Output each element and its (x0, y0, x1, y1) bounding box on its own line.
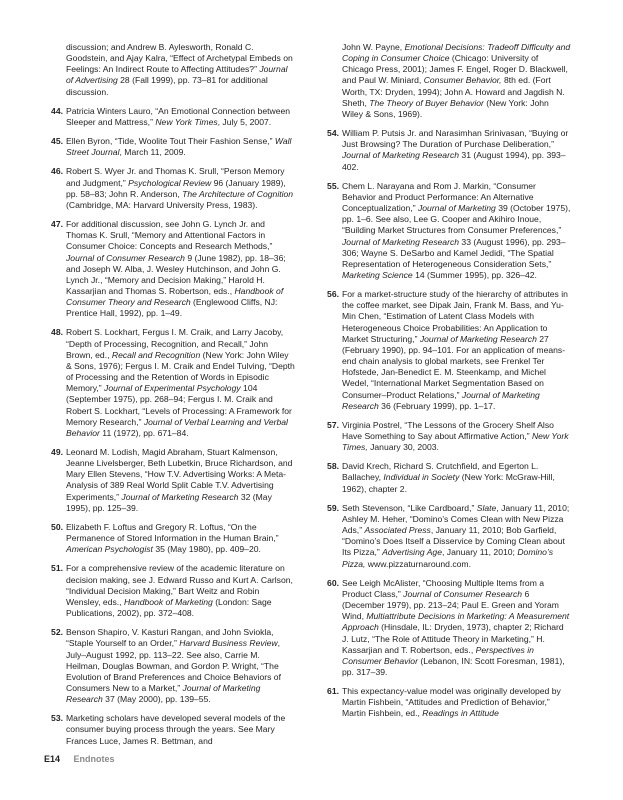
citation-text: 104 (September 1975), pp. 268–94; Fergus I. M. Craik and Robert S. Lockhart, “Levels of Processing: A Framework for Memory Research,” (66, 383, 292, 427)
section-title: Endnotes (73, 754, 115, 764)
citation-text: For a market-structure study of the hierarchy of attributes in the coffee market, see Dipak Jain, Frank M. Bass, and Yu-Min Chen, “Estimation of Latent Class Models with Heterogeneous Choice Probabilities: An Application to Market Structuring,” (342, 289, 568, 344)
endnote-number: 55. (327, 180, 339, 191)
endnote (44, 627, 296, 705)
endnote-number: 44. (51, 105, 63, 116)
italic-title-text: Harvard Business Review (179, 638, 278, 649)
italic-title-text: Journal of Experimental Psychology (104, 383, 241, 394)
italic-title-text: Journal of Marketing Research (342, 236, 460, 247)
notes-list (320, 128, 572, 720)
citation-text: www.pizzaturnaround.com. (365, 558, 471, 569)
citation-text: David Krech, Richard S. Crutchfield, and Egerton L. Ballachey, (342, 461, 539, 483)
citation-text: (New York: John Wiley & Sons, 1976); Fergus I. M. Craik and Endel Tulving, “Depth of Processing and the Retention of Words in Episodic Memory,” (66, 349, 295, 394)
citation-text: , January 11, 2010; Bob Garfield, “Domino’s Does Itself a Disservice by Coming Clean about Its Pizza,” (342, 525, 565, 558)
citation-text: 96 (January 1989), pp. 58–83; John R. Anderson, (66, 177, 286, 199)
endnote (44, 219, 296, 319)
italic-title-text: Readings in Attitude (422, 708, 499, 719)
citation-text: For additional discussion, see John G. Lynch Jr. and Thomas K. Srull, “Memory and Attentional Factors in Consumer Choice: Concepts and Research Methods,” (66, 219, 273, 252)
citation-text: Virginia Postrel, “The Lessons of the Grocery Shelf Also Have Something to Say about Affirmative Action,” (342, 419, 554, 441)
endnote-number: 51. (51, 563, 63, 574)
endnote (320, 461, 572, 494)
citation-text: William P. Putsis Jr. and Narasimhan Srinivasan, “Buying or Just Browsing? The Duration of Purchase Deliberation,” (342, 128, 569, 150)
endnote (44, 136, 296, 158)
carry-over-note (44, 42, 296, 98)
citation-text: 28 (Fall 1999), pp. 73–81 for additional discussion. (66, 75, 268, 97)
endnote (44, 713, 296, 746)
citation-text: (Cambridge, MA: Harvard University Press, 1983). (66, 199, 258, 210)
page-number: E14 (44, 754, 61, 764)
citation-text: 11 (1972), pp. 671–84. (99, 427, 189, 438)
endnote (320, 503, 572, 570)
endnote (44, 522, 296, 555)
endnote-number: 45. (51, 136, 63, 147)
citation-text: Chem L. Narayana and Rom J. Markin, “Consumer Behavior and Product Performance: An Alternative Conceptualization,” (342, 180, 536, 214)
endnote-number: 61. (327, 686, 339, 697)
endnote-number: 60. (327, 577, 339, 588)
citation-text: Robert S. Wyer Jr. and Thomas K. Srull, “Person Memory and Judgment,” (66, 166, 285, 188)
citation-text: 6 (December 1979), pp. 213–24; Paul E. Green and Yoram Wind, (342, 588, 559, 622)
italic-title-text: Slate (476, 502, 497, 513)
citation-text: 14 (Summer 1995), pp. 326–42. (412, 269, 537, 280)
citation-text: For a comprehensive review of the academic literature on decision making, see J. Edward Russo and Kurt A. Carlson, “Individual Decision Making,” Bart Weitz and Robin Wensley, eds., (66, 563, 293, 607)
endnote (320, 686, 572, 719)
citation-text: January 30, 2003. (367, 442, 439, 453)
citation-text: 32 (May 1995), pp. 125–39. (66, 491, 272, 513)
right-column (320, 42, 572, 728)
italic-title-text: Journal of Consumer Research (403, 588, 523, 599)
italic-title-text: Journal of Marketing Research (419, 333, 537, 344)
citation-text: 8th ed. (Fort Worth, TX: Dryden, 1994); John A. Howard and Jagdish N. Sheth, (342, 75, 565, 108)
endnote (320, 578, 572, 678)
endnote-number: 50. (51, 521, 63, 532)
citation-text: discussion; and Andrew B. Aylesworth, Ronald C. Goodstein, and Ajay Kalra, “Effect of Archetypal Embeds on Feelings: An Indirect Route to Affecting Attitudes?” (66, 42, 293, 75)
italic-title-text: Journal of Consumer Research (66, 252, 185, 263)
endnote (320, 181, 572, 281)
italic-title-text: Journal of Marketing Research (342, 389, 540, 411)
citation-text: 35 (May 1980), pp. 409–20. (152, 544, 261, 555)
endnote-number: 58. (327, 461, 339, 472)
citation-text: , July 5, 2007. (217, 116, 272, 127)
italic-title-text: Journal of Advertising (66, 64, 288, 86)
endnote-number: 56. (327, 289, 339, 300)
notes-list (44, 106, 296, 747)
italic-title-text: Psychological Review (128, 177, 212, 188)
citation-text: (London: Sage Publications, 2002), pp. 372–408. (66, 596, 272, 619)
citation-text: Ellen Byron, “Tide, Woolite Tout Their Fashion Sense,” (66, 136, 275, 147)
citation-text: 39 (October 1975), pp. 1–6. See also, Lee G. Cooper and Akihiro Inoue, “Building Market Structures from Consumer Preferences,” (342, 203, 571, 236)
citation-text: (Hinsdale, IL: Dryden, 1973), chapter 2; Richard J. Lutz, “The Role of Attitude Theory in Marketing,” H. Kassarjian and T. Robertson, eds., (342, 622, 564, 655)
italic-title-text: Individual in Society (383, 472, 460, 483)
italic-title-text: Handbook of Consumer Theory and Research (66, 285, 284, 308)
italic-title-text: Journal of Verbal Learning and Verbal Behavior (66, 416, 288, 438)
italic-title-text: Journal of Marketing Research (121, 491, 239, 502)
citation-text: , January 11, 2010; (442, 547, 518, 558)
endnote-number: 53. (51, 713, 63, 724)
italic-title-text: Journal of Marketing (417, 203, 496, 214)
endnote (44, 563, 296, 619)
italic-title-text: Associated Press (364, 525, 431, 536)
citation-text: , January 11, 2010; Ashley M. Heher, “Domino’s Comes Clean with New Pizza Ads,” (342, 502, 570, 536)
citation-text: 36 (February 1999), pp. 1–17. (378, 400, 496, 411)
endnote (320, 420, 572, 453)
endnote (44, 327, 296, 439)
italic-title-text: Consumer Behavior, (423, 75, 502, 86)
italic-title-text: Multiattribute Decisions in Marketing: A Measurement Approach (342, 611, 570, 633)
citation-text: See Leigh McAlister, “Choosing Multiple Items from a Product Class,” (342, 577, 545, 599)
italic-title-text: Wall Street Journal (66, 136, 292, 158)
endnote-number: 54. (327, 128, 339, 139)
citation-text: 9 (June 1982), pp. 18–36; and Joseph W. Alba, J. Wesley Hutchinson, and John G. Lynch Jr., “Memory and Decision Making,” Harold H. Kassarjian and Thomas S. Robertson, eds., (66, 252, 286, 296)
citation-text: 37 (May 2000), pp. 139–55. (102, 694, 211, 705)
italic-title-text: Domino’s Pizza, (342, 547, 553, 569)
citation-text: Leonard M. Lodish, Magid Abraham, Stuart Kalmenson, Jeanne Livelsberger, Beth Lubetkin, Bruce Richardson, and Mary Ellen Stevens, “How T.V. Advertising Works: A Meta-Analysis of 389 Real World Split Cable T.V. Advertising Experiments,” (66, 447, 293, 502)
endnote-number: 52. (51, 627, 63, 638)
italic-title-text: Recall and Recognition (111, 349, 201, 360)
citation-text: (Chicago: University of Chicago Press, 2001); James F. Engel, Roger D. Blackwell, and Paul W. Miniard, (342, 53, 568, 86)
endnote-number: 57. (327, 419, 339, 430)
citation-text: , March 11, 2009. (119, 147, 186, 158)
italic-title-text: Journal of Marketing Research (342, 150, 460, 161)
citation-text: Elizabeth F. Loftus and Gregory R. Loftus, “On the Permanence of Stored Information in the Human Brain,” (66, 521, 279, 544)
italic-title-text: American Psychologist (66, 544, 153, 555)
citation-text: Seth Stevenson, “Like Cardboard,” (342, 502, 477, 513)
citation-text: John W. Payne, (342, 42, 405, 52)
citation-text: , July–August 1992, pp. 113–22. See also, Carrie M. Heilman, Douglas Bowman, and Gordon P. Wright, “The Evolution of Brand Preferences and Choice Behaviors of Consumers New to a Market,” (66, 638, 281, 693)
italic-title-text: Advertising Age (382, 547, 442, 558)
citation-text: 33 (August 1996), pp. 293–306; Wayne S. DeSarbo and Kamel Jedidi, “The Spatial Representation of Heterogeneous Consideration Sets,” (342, 236, 566, 269)
citation-text: Benson Shapiro, V. Kasturi Rangan, and John Sviokla, “Staple Yourself to an Order,” (66, 627, 274, 649)
italic-title-text: The Theory of Buyer Behavior (369, 97, 484, 108)
citation-text: 27 (February 1990), pp. 94–101. For an application of means-end chain analysis to global markets, see Frenkel Ter Hofstede, Jan-Benedict E. M. Steenkamp, and Michel Wedel, “International Market Segmentation Based on Consumer–Product Relations,” (342, 333, 566, 400)
citation-text: 31 (August 1994), pp. 393–402. (342, 150, 566, 172)
left-column (44, 42, 296, 755)
endnote (320, 289, 572, 412)
italic-title-text: Handbook of Marketing (123, 596, 213, 607)
endnote-number: 48. (51, 327, 63, 338)
citation-text: Robert S. Lockhart, Fergus I. M. Craik, and Larry Jacoby, “Depth of Processing, Recognition, and Recall,” John Brown, ed., (66, 327, 284, 360)
carry-over-note (320, 42, 572, 120)
endnote (44, 447, 296, 514)
italic-title-text: Marketing Science (342, 269, 413, 280)
endnote (44, 106, 296, 128)
endnote (320, 128, 572, 173)
endnote-number: 47. (51, 219, 63, 230)
endnote-number: 49. (51, 447, 63, 457)
endnote (44, 166, 296, 211)
citation-text: (Lebanon, IN: Scott Foresman, 1981), pp. 317–39. (342, 655, 565, 677)
endnote-number: 46. (51, 166, 63, 177)
citation-text: This expectancy-value model was originally developed by Martin Fishbein, “Attitudes and Prediction of Behavior,” Martin Fishbein, ed., (342, 686, 561, 719)
italic-title-text: Journal of Marketing Research (66, 682, 261, 705)
italic-title-text: New York Times, (342, 431, 569, 453)
citation-text: (New York: John Wiley & Sons, 1969). (342, 97, 549, 119)
italic-title-text: Perspectives in Consumer Behavior (342, 644, 534, 666)
italic-title-text: New York Times (155, 116, 218, 127)
citation-text: Marketing scholars have developed several models of the consumer buying process through the years. See Mary Frances Luce, James R. Bettman, and (66, 713, 286, 746)
citation-text: (Englewood Cliffs, NJ: Prentice Hall, 1992), pp. 1–49. (66, 297, 278, 319)
italic-title-text: The Architecture of Cognition (182, 188, 294, 199)
endnote-number: 59. (327, 502, 339, 513)
italic-title-text: Emotional Decisions: Tradeoff Difficulty and Coping in Consumer Choice (342, 42, 571, 64)
citation-text: (New York: McGraw-Hill, 1962), chapter 2. (342, 472, 555, 494)
page-footer (44, 754, 115, 764)
citation-text: Patricia Winters Lauro, “An Emotional Connection between Sleeper and Mattress,” (66, 105, 291, 127)
